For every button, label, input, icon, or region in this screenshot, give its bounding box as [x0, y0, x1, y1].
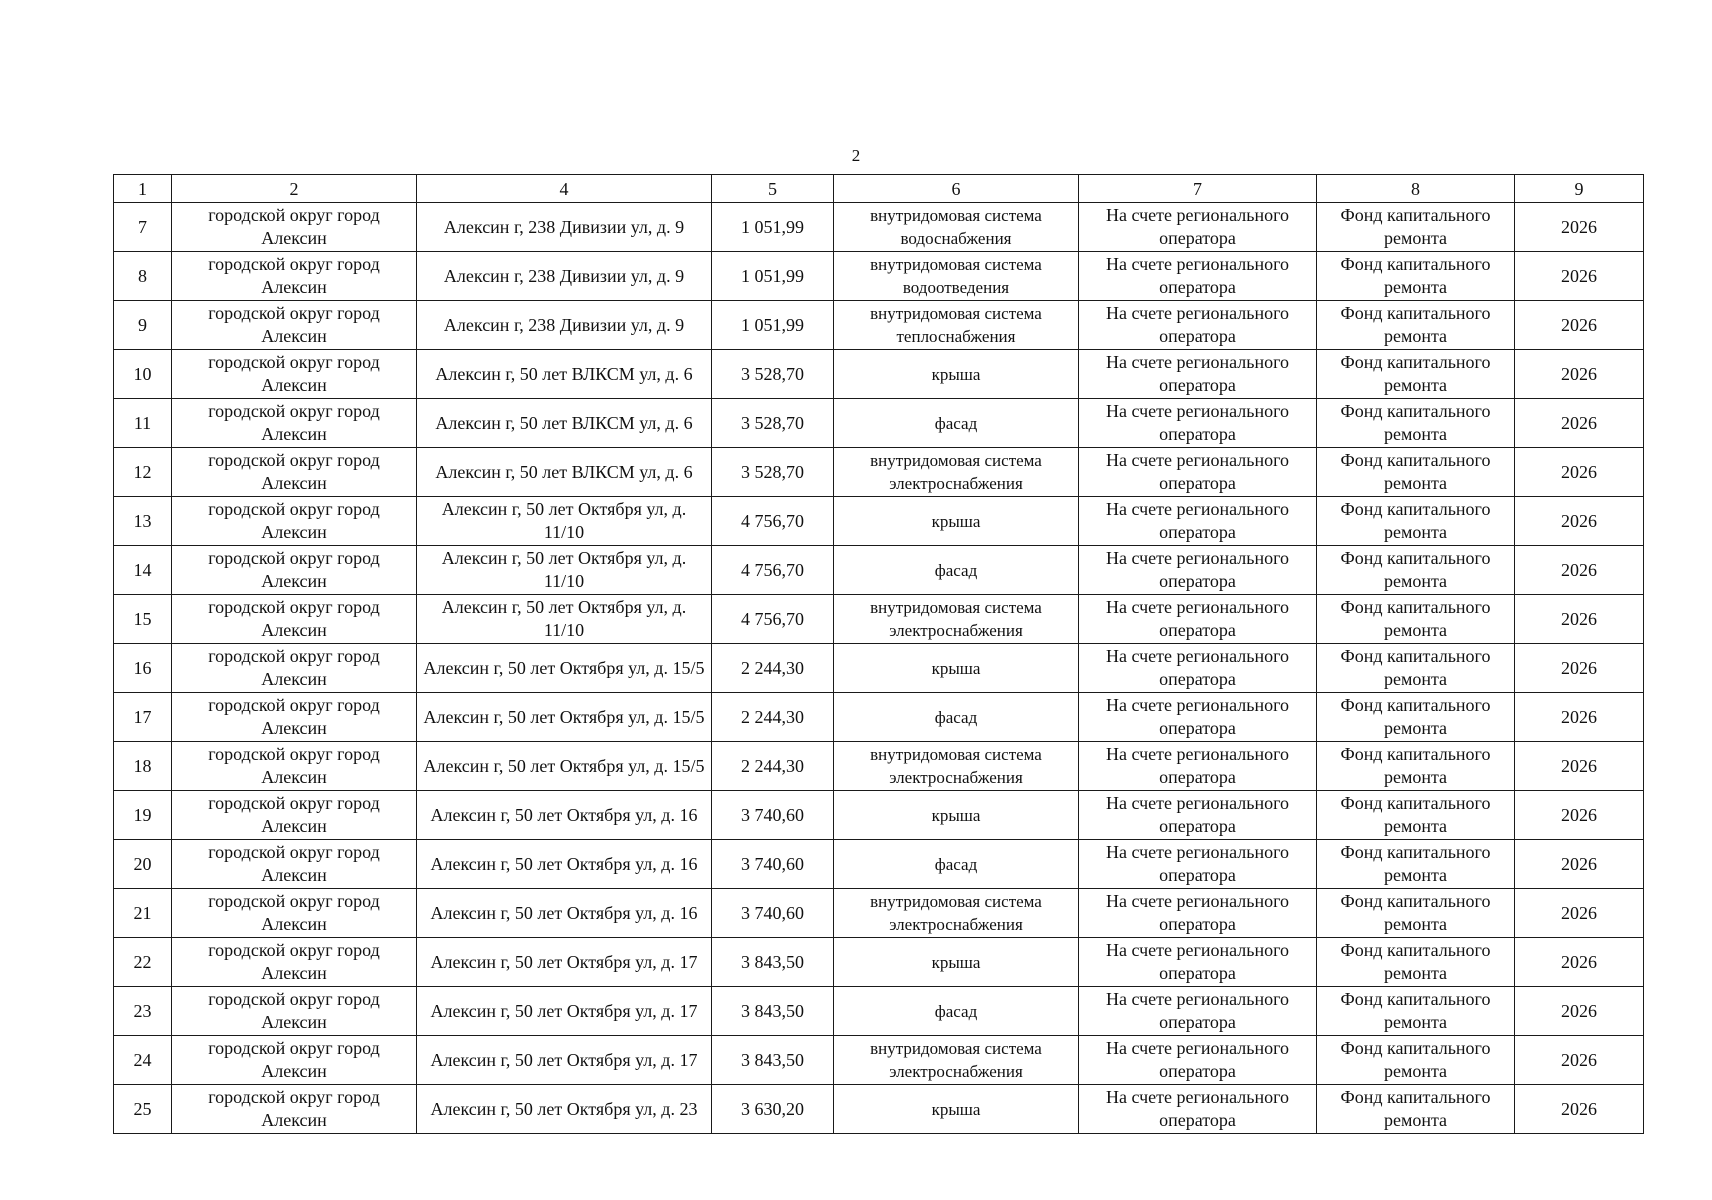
account-type-cell: На счете регионального оператора [1079, 399, 1317, 448]
repair-element-cell: крыша [834, 938, 1079, 987]
funding-source-cell: Фонд капитального ремонта [1317, 448, 1515, 497]
funding-source-cell: Фонд капитального ремонта [1317, 1036, 1515, 1085]
account-type-cell: На счете регионального оператора [1079, 301, 1317, 350]
table-row [114, 546, 1644, 595]
repair-element-cell: внутридомовая система электроснабжения [834, 889, 1079, 938]
year-cell: 2026 [1515, 399, 1644, 448]
address-cell: Алексин г, 50 лет ВЛКСМ ул, д. 6 [417, 448, 712, 497]
funding-source-cell: Фонд капитального ремонта [1317, 350, 1515, 399]
year-cell: 2026 [1515, 693, 1644, 742]
address-cell: Алексин г, 50 лет Октября ул, д. 16 [417, 840, 712, 889]
row-number-cell: 9 [114, 301, 172, 350]
row-number-cell: 7 [114, 203, 172, 252]
table-row [114, 203, 1644, 252]
address-cell: Алексин г, 50 лет Октября ул, д. 11/10 [417, 497, 712, 546]
municipality-cell: городской округ город Алексин [172, 791, 417, 840]
address-cell: Алексин г, 50 лет Октября ул, д. 16 [417, 791, 712, 840]
funding-source-cell: Фонд капитального ремонта [1317, 399, 1515, 448]
row-number-cell: 15 [114, 595, 172, 644]
page-number: 2 [851, 146, 861, 165]
area-cell: 4 756,70 [712, 595, 834, 644]
table-row [114, 987, 1644, 1036]
year-cell: 2026 [1515, 938, 1644, 987]
table-row [114, 448, 1644, 497]
address-cell: Алексин г, 50 лет Октября ул, д. 15/5 [417, 644, 712, 693]
address-cell: Алексин г, 238 Дивизии ул, д. 9 [417, 301, 712, 350]
account-type-cell: На счете регионального оператора [1079, 693, 1317, 742]
area-cell: 3 843,50 [712, 938, 834, 987]
municipality-cell: городской округ город Алексин [172, 1036, 417, 1085]
year-cell: 2026 [1515, 203, 1644, 252]
account-type-cell: На счете регионального оператора [1079, 546, 1317, 595]
table-row [114, 252, 1644, 301]
address-cell: Алексин г, 50 лет Октября ул, д. 15/5 [417, 742, 712, 791]
area-cell: 3 740,60 [712, 791, 834, 840]
year-cell: 2026 [1515, 840, 1644, 889]
area-cell: 3 528,70 [712, 350, 834, 399]
year-cell: 2026 [1515, 1085, 1644, 1134]
funding-source-cell: Фонд капитального ремонта [1317, 203, 1515, 252]
municipality-cell: городской округ город Алексин [172, 448, 417, 497]
funding-source-cell: Фонд капитального ремонта [1317, 1085, 1515, 1134]
funding-source-cell: Фонд капитального ремонта [1317, 301, 1515, 350]
year-cell: 2026 [1515, 742, 1644, 791]
year-cell: 2026 [1515, 889, 1644, 938]
year-cell: 2026 [1515, 791, 1644, 840]
municipality-cell: городской округ город Алексин [172, 742, 417, 791]
table-row [114, 1085, 1644, 1134]
area-cell: 1 051,99 [712, 203, 834, 252]
address-cell: Алексин г, 50 лет Октября ул, д. 17 [417, 987, 712, 1036]
repair-element-cell: крыша [834, 350, 1079, 399]
repair-element-cell: фасад [834, 546, 1079, 595]
row-number-cell: 10 [114, 350, 172, 399]
area-cell: 2 244,30 [712, 742, 834, 791]
area-cell: 3 528,70 [712, 399, 834, 448]
municipality-cell: городской округ город Алексин [172, 1085, 417, 1134]
column-number-cell: 2 [172, 175, 417, 203]
municipality-cell: городской округ город Алексин [172, 497, 417, 546]
account-type-cell: На счете регионального оператора [1079, 203, 1317, 252]
table-row [114, 693, 1644, 742]
year-cell: 2026 [1515, 301, 1644, 350]
funding-source-cell: Фонд капитального ремонта [1317, 840, 1515, 889]
funding-source-cell: Фонд капитального ремонта [1317, 252, 1515, 301]
repair-element-cell: внутридомовая система электроснабжения [834, 448, 1079, 497]
column-number-cell: 5 [712, 175, 834, 203]
year-cell: 2026 [1515, 987, 1644, 1036]
repair-element-cell: внутридомовая система теплоснабжения [834, 301, 1079, 350]
account-type-cell: На счете регионального оператора [1079, 497, 1317, 546]
address-cell: Алексин г, 50 лет Октября ул, д. 23 [417, 1085, 712, 1134]
address-cell: Алексин г, 50 лет Октября ул, д. 17 [417, 1036, 712, 1085]
municipality-cell: городской округ город Алексин [172, 693, 417, 742]
row-number-cell: 22 [114, 938, 172, 987]
repair-element-cell: фасад [834, 399, 1079, 448]
table-row [114, 301, 1644, 350]
year-cell: 2026 [1515, 252, 1644, 301]
table-row [114, 497, 1644, 546]
funding-source-cell: Фонд капитального ремонта [1317, 644, 1515, 693]
funding-source-cell: Фонд капитального ремонта [1317, 791, 1515, 840]
municipality-cell: городской округ город Алексин [172, 987, 417, 1036]
row-number-cell: 11 [114, 399, 172, 448]
table-row [114, 644, 1644, 693]
funding-source-cell: Фонд капитального ремонта [1317, 693, 1515, 742]
funding-source-cell: Фонд капитального ремонта [1317, 595, 1515, 644]
table-body [114, 175, 1644, 1134]
repair-element-cell: внутридомовая система электроснабжения [834, 1036, 1079, 1085]
municipality-cell: городской округ город Алексин [172, 595, 417, 644]
account-type-cell: На счете регионального оператора [1079, 840, 1317, 889]
repair-element-cell: фасад [834, 693, 1079, 742]
municipality-cell: городской округ город Алексин [172, 546, 417, 595]
year-cell: 2026 [1515, 644, 1644, 693]
row-number-cell: 14 [114, 546, 172, 595]
area-cell: 2 244,30 [712, 693, 834, 742]
year-cell: 2026 [1515, 595, 1644, 644]
table-row [114, 350, 1644, 399]
funding-source-cell: Фонд капитального ремонта [1317, 546, 1515, 595]
repair-element-cell: крыша [834, 497, 1079, 546]
capital-repair-table [113, 174, 1644, 1134]
address-cell: Алексин г, 50 лет Октября ул, д. 11/10 [417, 595, 712, 644]
address-cell: Алексин г, 50 лет ВЛКСМ ул, д. 6 [417, 350, 712, 399]
account-type-cell: На счете регионального оператора [1079, 938, 1317, 987]
area-cell: 3 843,50 [712, 987, 834, 1036]
municipality-cell: городской округ город Алексин [172, 350, 417, 399]
table-row [114, 742, 1644, 791]
row-number-cell: 21 [114, 889, 172, 938]
account-type-cell: На счете регионального оператора [1079, 350, 1317, 399]
municipality-cell: городской округ город Алексин [172, 889, 417, 938]
repair-element-cell: внутридомовая система водоотведения [834, 252, 1079, 301]
area-cell: 3 740,60 [712, 840, 834, 889]
year-cell: 2026 [1515, 350, 1644, 399]
account-type-cell: На счете регионального оператора [1079, 1085, 1317, 1134]
repair-element-cell: внутридомовая система электроснабжения [834, 742, 1079, 791]
municipality-cell: городской округ город Алексин [172, 203, 417, 252]
area-cell: 4 756,70 [712, 497, 834, 546]
row-number-cell: 8 [114, 252, 172, 301]
year-cell: 2026 [1515, 497, 1644, 546]
row-number-cell: 17 [114, 693, 172, 742]
municipality-cell: городской округ город Алексин [172, 399, 417, 448]
area-cell: 4 756,70 [712, 546, 834, 595]
repair-element-cell: фасад [834, 840, 1079, 889]
repair-element-cell: крыша [834, 1085, 1079, 1134]
funding-source-cell: Фонд капитального ремонта [1317, 987, 1515, 1036]
repair-element-cell: внутридомовая система водоснабжения [834, 203, 1079, 252]
address-cell: Алексин г, 238 Дивизии ул, д. 9 [417, 203, 712, 252]
funding-source-cell: Фонд капитального ремонта [1317, 889, 1515, 938]
address-cell: Алексин г, 238 Дивизии ул, д. 9 [417, 252, 712, 301]
account-type-cell: На счете регионального оператора [1079, 252, 1317, 301]
column-number-cell: 8 [1317, 175, 1515, 203]
account-type-cell: На счете регионального оператора [1079, 448, 1317, 497]
account-type-cell: На счете регионального оператора [1079, 987, 1317, 1036]
address-cell: Алексин г, 50 лет Октября ул, д. 15/5 [417, 693, 712, 742]
municipality-cell: городской округ город Алексин [172, 938, 417, 987]
account-type-cell: На счете регионального оператора [1079, 742, 1317, 791]
table-row [114, 595, 1644, 644]
area-cell: 3 843,50 [712, 1036, 834, 1085]
municipality-cell: городской округ город Алексин [172, 252, 417, 301]
address-cell: Алексин г, 50 лет ВЛКСМ ул, д. 6 [417, 399, 712, 448]
repair-element-cell: внутридомовая система электроснабжения [834, 595, 1079, 644]
account-type-cell: На счете регионального оператора [1079, 791, 1317, 840]
area-cell: 1 051,99 [712, 252, 834, 301]
row-number-cell: 18 [114, 742, 172, 791]
area-cell: 2 244,30 [712, 644, 834, 693]
row-number-cell: 19 [114, 791, 172, 840]
column-number-cell: 6 [834, 175, 1079, 203]
column-number-cell: 1 [114, 175, 172, 203]
table-row [114, 840, 1644, 889]
area-cell: 3 740,60 [712, 889, 834, 938]
row-number-cell: 16 [114, 644, 172, 693]
table-row [114, 889, 1644, 938]
account-type-cell: На счете регионального оператора [1079, 889, 1317, 938]
account-type-cell: На счете регионального оператора [1079, 595, 1317, 644]
municipality-cell: городской округ город Алексин [172, 301, 417, 350]
area-cell: 3 528,70 [712, 448, 834, 497]
year-cell: 2026 [1515, 448, 1644, 497]
address-cell: Алексин г, 50 лет Октября ул, д. 11/10 [417, 546, 712, 595]
year-cell: 2026 [1515, 1036, 1644, 1085]
table-row [114, 1036, 1644, 1085]
table-row [114, 791, 1644, 840]
account-type-cell: На счете регионального оператора [1079, 644, 1317, 693]
row-number-cell: 20 [114, 840, 172, 889]
column-number-cell: 4 [417, 175, 712, 203]
municipality-cell: городской округ город Алексин [172, 644, 417, 693]
row-number-cell: 13 [114, 497, 172, 546]
repair-element-cell: крыша [834, 791, 1079, 840]
funding-source-cell: Фонд капитального ремонта [1317, 497, 1515, 546]
area-cell: 3 630,20 [712, 1085, 834, 1134]
column-number-row [114, 175, 1644, 203]
row-number-cell: 12 [114, 448, 172, 497]
table-row [114, 938, 1644, 987]
year-cell: 2026 [1515, 546, 1644, 595]
table-row [114, 399, 1644, 448]
row-number-cell: 24 [114, 1036, 172, 1085]
funding-source-cell: Фонд капитального ремонта [1317, 938, 1515, 987]
municipality-cell: городской округ город Алексин [172, 840, 417, 889]
account-type-cell: На счете регионального оператора [1079, 1036, 1317, 1085]
row-number-cell: 23 [114, 987, 172, 1036]
funding-source-cell: Фонд капитального ремонта [1317, 742, 1515, 791]
address-cell: Алексин г, 50 лет Октября ул, д. 17 [417, 938, 712, 987]
row-number-cell: 25 [114, 1085, 172, 1134]
repair-element-cell: фасад [834, 987, 1079, 1036]
area-cell: 1 051,99 [712, 301, 834, 350]
address-cell: Алексин г, 50 лет Октября ул, д. 16 [417, 889, 712, 938]
column-number-cell: 9 [1515, 175, 1644, 203]
column-number-cell: 7 [1079, 175, 1317, 203]
repair-element-cell: крыша [834, 644, 1079, 693]
